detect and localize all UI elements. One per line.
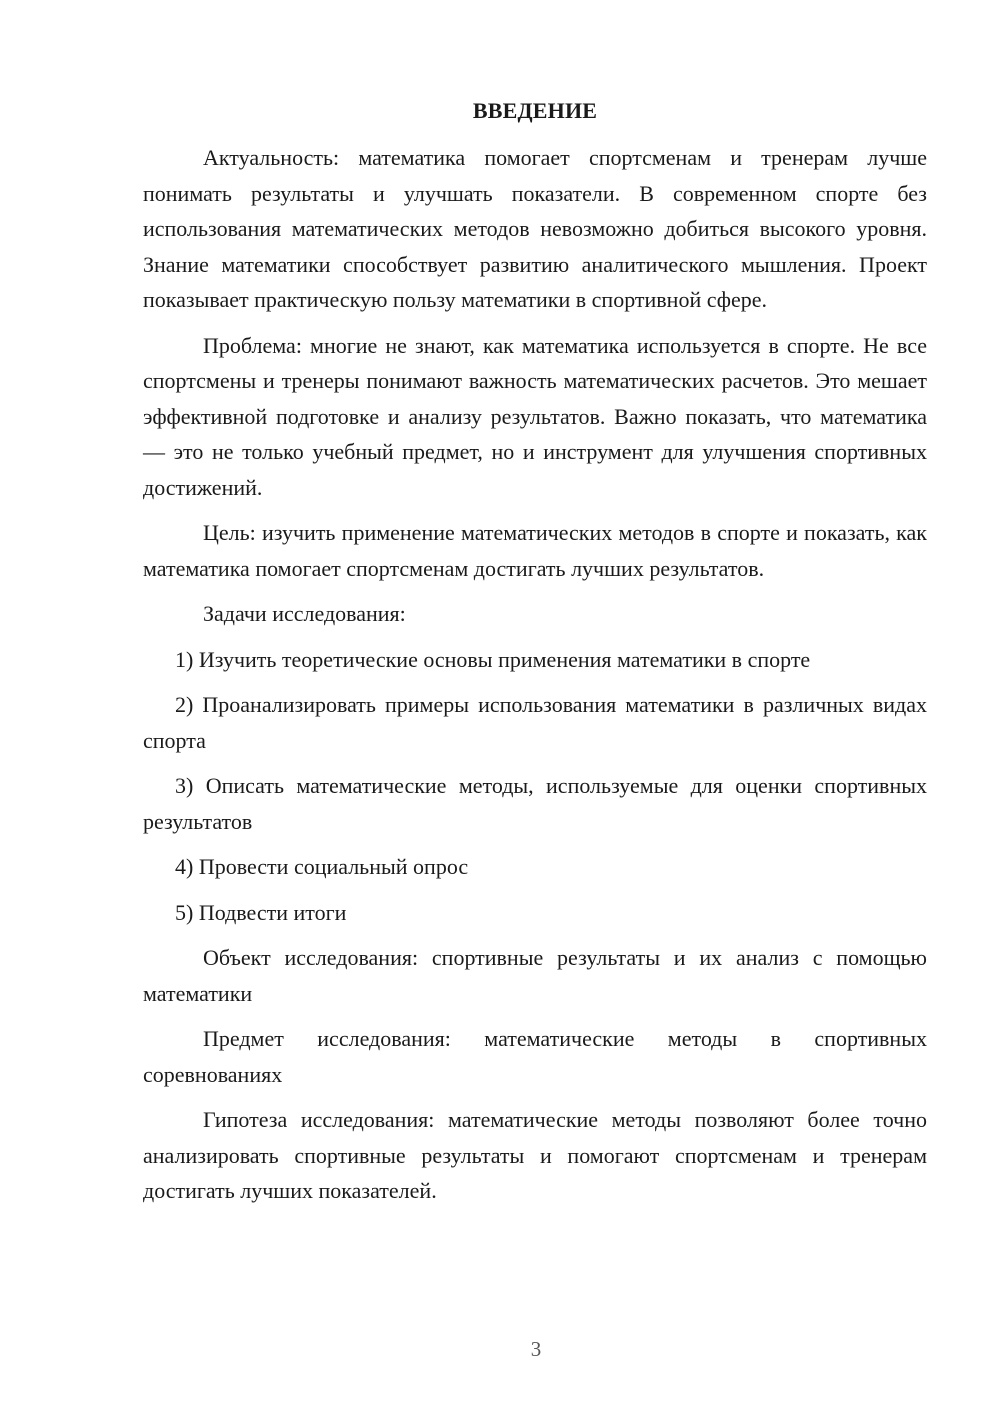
relevance-paragraph: Актуальность: математика помогает спортсменам и тренерам лучше понимать результаты и улучшать показатели. В современном спорте без использования математических методов невозможно добиться высокого уровня. Знание математики способствует развитию аналитического мышления. Проект показывает практическую пользу математики в спортивной сфере.	[143, 145, 927, 312]
task-item-4: 4) Провести социальный опрос	[175, 854, 469, 879]
problem-paragraph: Проблема: многие не знают, как математика используется в спорте. Не все спортсмены и тренеры понимают важность математических расчетов. Это мешает эффективной подготовке и анализу результатов. Важно показать, что математика — это не только учебный предмет, но и инструмент для улучшения спортивных достижений.	[143, 332, 927, 500]
goal-paragraph: Цель: изучить применение математических методов в спорте и показать, как математика помогает спортсменам достигать лучших результатов.	[143, 520, 927, 581]
task-item-3: 3) Описать математические методы, используемые для оценки спортивных результатов	[143, 773, 927, 834]
object-paragraph: Объект исследования: спортивные результаты и их анализ с помощью математики	[143, 945, 927, 1006]
task-item-1: 1) Изучить теоретические основы применения математики в спорте	[175, 646, 811, 672]
hypothesis-paragraph: Гипотеза исследования: математические методы позволяют более точно анализировать спортивные результаты и помогают спортсменам и тренерам достигать лучших показателей.	[143, 1107, 927, 1203]
task-item-5: 5) Подвести итоги	[175, 899, 347, 925]
section-heading: ВВЕДЕНИЕ	[472, 98, 598, 123]
document-body	[143, 93, 927, 1219]
task-item-2: 2) Проанализировать примеры использования математики в различных видах спорта	[143, 692, 927, 753]
tasks-label: Задачи исследования:	[203, 601, 406, 626]
subject-paragraph: Предмет исследования: математические методы в спортивных соревнованиях	[143, 1026, 927, 1087]
page-number: 3	[530, 1337, 542, 1361]
